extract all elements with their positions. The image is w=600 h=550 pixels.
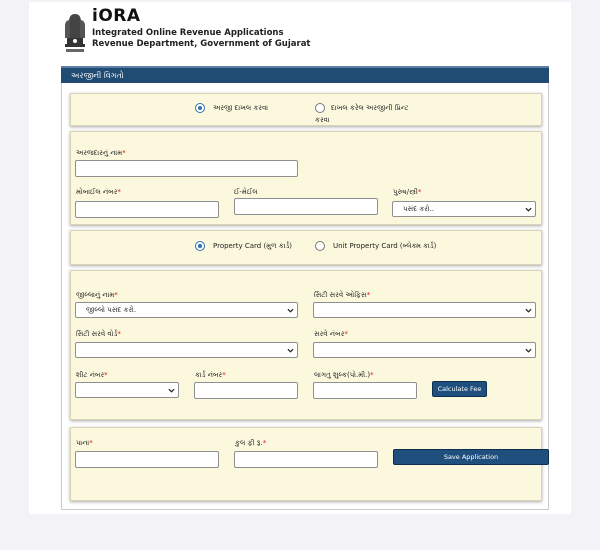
calculate-fee-button[interactable]: Calculate Fee bbox=[432, 381, 487, 397]
applicant-name-label: અરજદારનું નામ* bbox=[76, 149, 126, 157]
fee-section bbox=[70, 427, 542, 501]
ward-label: સિટી સરવે વોર્ડ* bbox=[76, 330, 121, 338]
property-section bbox=[70, 270, 542, 420]
mobile-label: મોબાઈલ નંબર* bbox=[76, 188, 121, 196]
card-type-section bbox=[70, 230, 542, 265]
applicant-name-input[interactable] bbox=[75, 160, 298, 177]
ward-select[interactable] bbox=[75, 342, 298, 358]
district-select[interactable]: જીલ્લો પસંદ કરો. bbox=[75, 302, 298, 318]
emblem-icon bbox=[61, 8, 89, 54]
mode-new-radio[interactable] bbox=[195, 103, 205, 113]
survey-label: સરવે નંબર* bbox=[314, 330, 348, 338]
mode-new-label: અરજી દાખલ કરવા bbox=[213, 104, 269, 112]
district-label: જીલ્લાનું નામ* bbox=[76, 291, 118, 299]
brand-department: Revenue Department, Government of Gujarat bbox=[92, 39, 311, 49]
page bbox=[29, 2, 571, 514]
chevron-down-icon bbox=[525, 307, 532, 314]
mode-print-label: દાખલ કરેલ અરજીની પ્રિન્ટ કરવા bbox=[315, 104, 409, 124]
save-application-button[interactable]: Save Application bbox=[393, 449, 549, 465]
chevron-down-icon bbox=[168, 387, 175, 394]
gender-select[interactable]: પસંદ કરો.. bbox=[392, 201, 536, 217]
chevron-down-icon bbox=[525, 206, 532, 213]
mode-section bbox=[70, 93, 542, 126]
site-header bbox=[29, 2, 571, 64]
application-panel bbox=[61, 83, 549, 510]
pages-label: પાના* bbox=[76, 439, 93, 447]
card-number-label: કાર્ડ નંબર* bbox=[195, 371, 226, 379]
panel-title: અરજીની વિગતો bbox=[61, 66, 549, 83]
total-fee-input[interactable] bbox=[234, 451, 378, 468]
card-property-label: Property Card (મુળ કાર્ડ) bbox=[213, 242, 293, 250]
email-label: ઈ-મેઈલ bbox=[234, 188, 258, 196]
card-property-radio[interactable] bbox=[195, 241, 205, 251]
survey-select[interactable] bbox=[313, 342, 536, 358]
sheet-select[interactable] bbox=[75, 382, 179, 398]
fee-input[interactable] bbox=[313, 382, 417, 399]
chevron-down-icon bbox=[525, 347, 532, 354]
brand-tagline: Integrated Online Revenue Applications bbox=[92, 28, 284, 38]
email-input[interactable] bbox=[234, 198, 378, 215]
gender-label: પુરુષ/સ્ત્રી* bbox=[393, 188, 422, 196]
chevron-down-icon bbox=[287, 307, 294, 314]
card-number-input[interactable] bbox=[194, 382, 298, 399]
card-unit-label: Unit Property Card (બ્લેક્મ કાર્ડ) bbox=[333, 242, 437, 250]
chevron-down-icon bbox=[287, 347, 294, 354]
applicant-section bbox=[70, 131, 542, 225]
fee-label: લાગતુ શુલ્ક(પો.મી.)* bbox=[314, 371, 374, 379]
brand-name: iORA bbox=[92, 6, 141, 26]
office-label: સિટી સરવે ઓફિસ* bbox=[314, 291, 371, 299]
office-select[interactable] bbox=[313, 302, 536, 318]
mobile-input[interactable] bbox=[75, 201, 219, 218]
pages-input[interactable] bbox=[75, 451, 219, 468]
sheet-label: શીટ નંબર* bbox=[76, 371, 108, 379]
total-fee-label: કુલ ફી રૂ.* bbox=[235, 439, 267, 447]
